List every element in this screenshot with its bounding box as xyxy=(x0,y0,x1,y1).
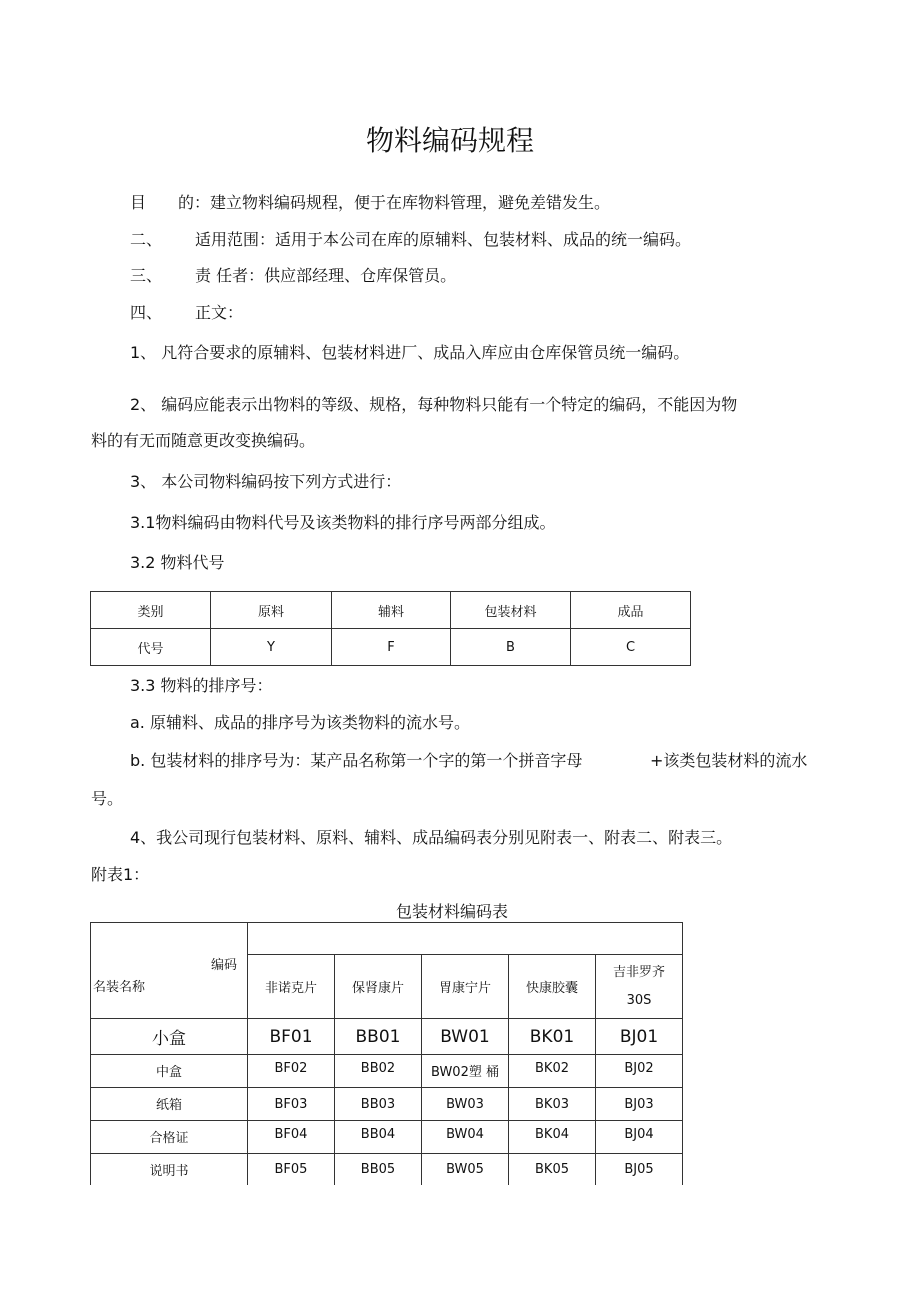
table-cell: BK01 xyxy=(509,1019,596,1055)
corner-code-label: 编码 xyxy=(210,957,237,973)
table-cell: BJ02 xyxy=(596,1055,683,1088)
appendix-label: 附表1： xyxy=(91,865,150,884)
table-header-cell: 快康胶囊 xyxy=(509,955,596,1019)
paragraph-2-line2: 料的有无而随意更改变换编码。 xyxy=(91,431,316,450)
section-2-number: 二、 xyxy=(130,230,163,249)
table-header-cell: 胃康宁片 xyxy=(422,955,509,1019)
table-header-cell xyxy=(596,955,683,1019)
table-cell: BB04 xyxy=(335,1121,422,1154)
table-row xyxy=(91,592,691,629)
product-5-line2: 30S xyxy=(626,992,652,1008)
table-cell: BJ04 xyxy=(596,1121,683,1154)
product-5-line1: 吉非罗齐 xyxy=(612,964,665,980)
table-cell: BW02塑 桶 xyxy=(422,1055,509,1088)
paragraph-4: 4、我公司现行包装材料、原料、辅料、成品编码表分别见附表一、附表二、附表三。 xyxy=(130,828,733,847)
table-cell: BK04 xyxy=(509,1121,596,1154)
table-corner-cell xyxy=(91,923,248,1019)
table-caption: 包装材料编码表 xyxy=(396,902,509,921)
table-cell: BJ05 xyxy=(596,1154,683,1186)
table-cell: BF03 xyxy=(248,1088,335,1121)
corner-name-label: 名装名称 xyxy=(93,979,146,995)
purpose-line xyxy=(130,193,610,213)
table-cell: 代号 xyxy=(91,629,211,666)
table-cell: 小盒 xyxy=(91,1019,248,1055)
paragraph-b-line2: 号。 xyxy=(91,789,124,808)
table-row xyxy=(91,923,683,955)
table-cell: BW01 xyxy=(422,1019,509,1055)
paragraph-b-line1: b. 包装材料的排序号为：某产品名称第一个字的第一个拼音字母 xyxy=(130,751,583,770)
table-cell: Y xyxy=(211,629,332,666)
paragraph-3: 3、 本公司物料编码按下列方式进行： xyxy=(130,472,402,491)
table-cell: BK03 xyxy=(509,1088,596,1121)
paragraph-3-2: 3.2 物料代号 xyxy=(130,553,225,572)
table-row xyxy=(91,1088,683,1121)
body-heading: 正文： xyxy=(195,303,244,322)
table-cell: BF02 xyxy=(248,1055,335,1088)
table-cell: 纸箱 xyxy=(91,1088,248,1121)
purpose-text: 建立物料编码规程，便于在库物料管理，避免差错发生。 xyxy=(210,193,611,212)
paragraph-1: 1、 凡符合要求的原辅料、包装材料进厂、成品入库应由仓库保管员统一编码。 xyxy=(130,343,690,362)
table-cell: BK05 xyxy=(509,1154,596,1186)
table-cell: BW04 xyxy=(422,1121,509,1154)
table-cell: 包装材料 xyxy=(451,592,571,629)
paragraph-3-1: 3.1物料编码由物料代号及该类物料的排行序号两部分组成。 xyxy=(130,513,556,532)
table-cell: BF04 xyxy=(248,1121,335,1154)
scope-text: 适用范围：适用于本公司在库的原辅料、包装材料、成品的统一编码。 xyxy=(195,230,692,249)
table-cell: 成品 xyxy=(571,592,691,629)
table-row xyxy=(91,629,691,666)
table-cell: BW03 xyxy=(422,1088,509,1121)
paragraph-a: a. 原辅料、成品的排序号为该类物料的流水号。 xyxy=(130,713,470,732)
table-header-cell: 保肾康片 xyxy=(335,955,422,1019)
table-cell: 原料 xyxy=(211,592,332,629)
table-cell: BF01 xyxy=(248,1019,335,1055)
packaging-code-table xyxy=(90,922,683,1185)
table-row xyxy=(91,1019,683,1055)
table-header-cell: 非诺克片 xyxy=(248,955,335,1019)
table-cell: BB01 xyxy=(335,1019,422,1055)
table-cell: 辅料 xyxy=(332,592,451,629)
table-cell: BB03 xyxy=(335,1088,422,1121)
table-cell: 说明书 xyxy=(91,1154,248,1186)
table-cell: BB05 xyxy=(335,1154,422,1186)
section-3-number: 三、 xyxy=(130,266,163,285)
table-row xyxy=(91,1154,683,1186)
paragraph-3-3: 3.3 物料的排序号： xyxy=(130,676,273,695)
responsible-text: 责 任者：供应部经理、仓库保管员。 xyxy=(195,266,457,285)
table-cell: 合格证 xyxy=(91,1121,248,1154)
table-cell: B xyxy=(451,629,571,666)
table-cell: BJ01 xyxy=(596,1019,683,1055)
page-title: 物料编码规程 xyxy=(366,124,535,157)
table-row xyxy=(91,1055,683,1088)
table-header-blank xyxy=(248,923,683,955)
table-cell: F xyxy=(332,629,451,666)
section-4-number: 四、 xyxy=(130,303,163,322)
table-cell: BK02 xyxy=(509,1055,596,1088)
table-row xyxy=(91,1121,683,1154)
table-cell: BW05 xyxy=(422,1154,509,1186)
table-cell: BB02 xyxy=(335,1055,422,1088)
table-cell: C xyxy=(571,629,691,666)
paragraph-b-line1-tail: +该类包装材料的流水 xyxy=(650,751,808,770)
table-cell: BJ03 xyxy=(596,1088,683,1121)
purpose-label: 目 的： xyxy=(130,193,211,212)
paragraph-2-line1: 2、 编码应能表示出物料的等级、规格，每种物料只能有一个特定的编码，不能因为物 xyxy=(130,395,738,414)
table-cell: 类别 xyxy=(91,592,211,629)
corner-labels xyxy=(91,924,247,1018)
material-code-table xyxy=(90,591,691,666)
table-cell: BF05 xyxy=(248,1154,335,1186)
table-cell: 中盒 xyxy=(91,1055,248,1088)
